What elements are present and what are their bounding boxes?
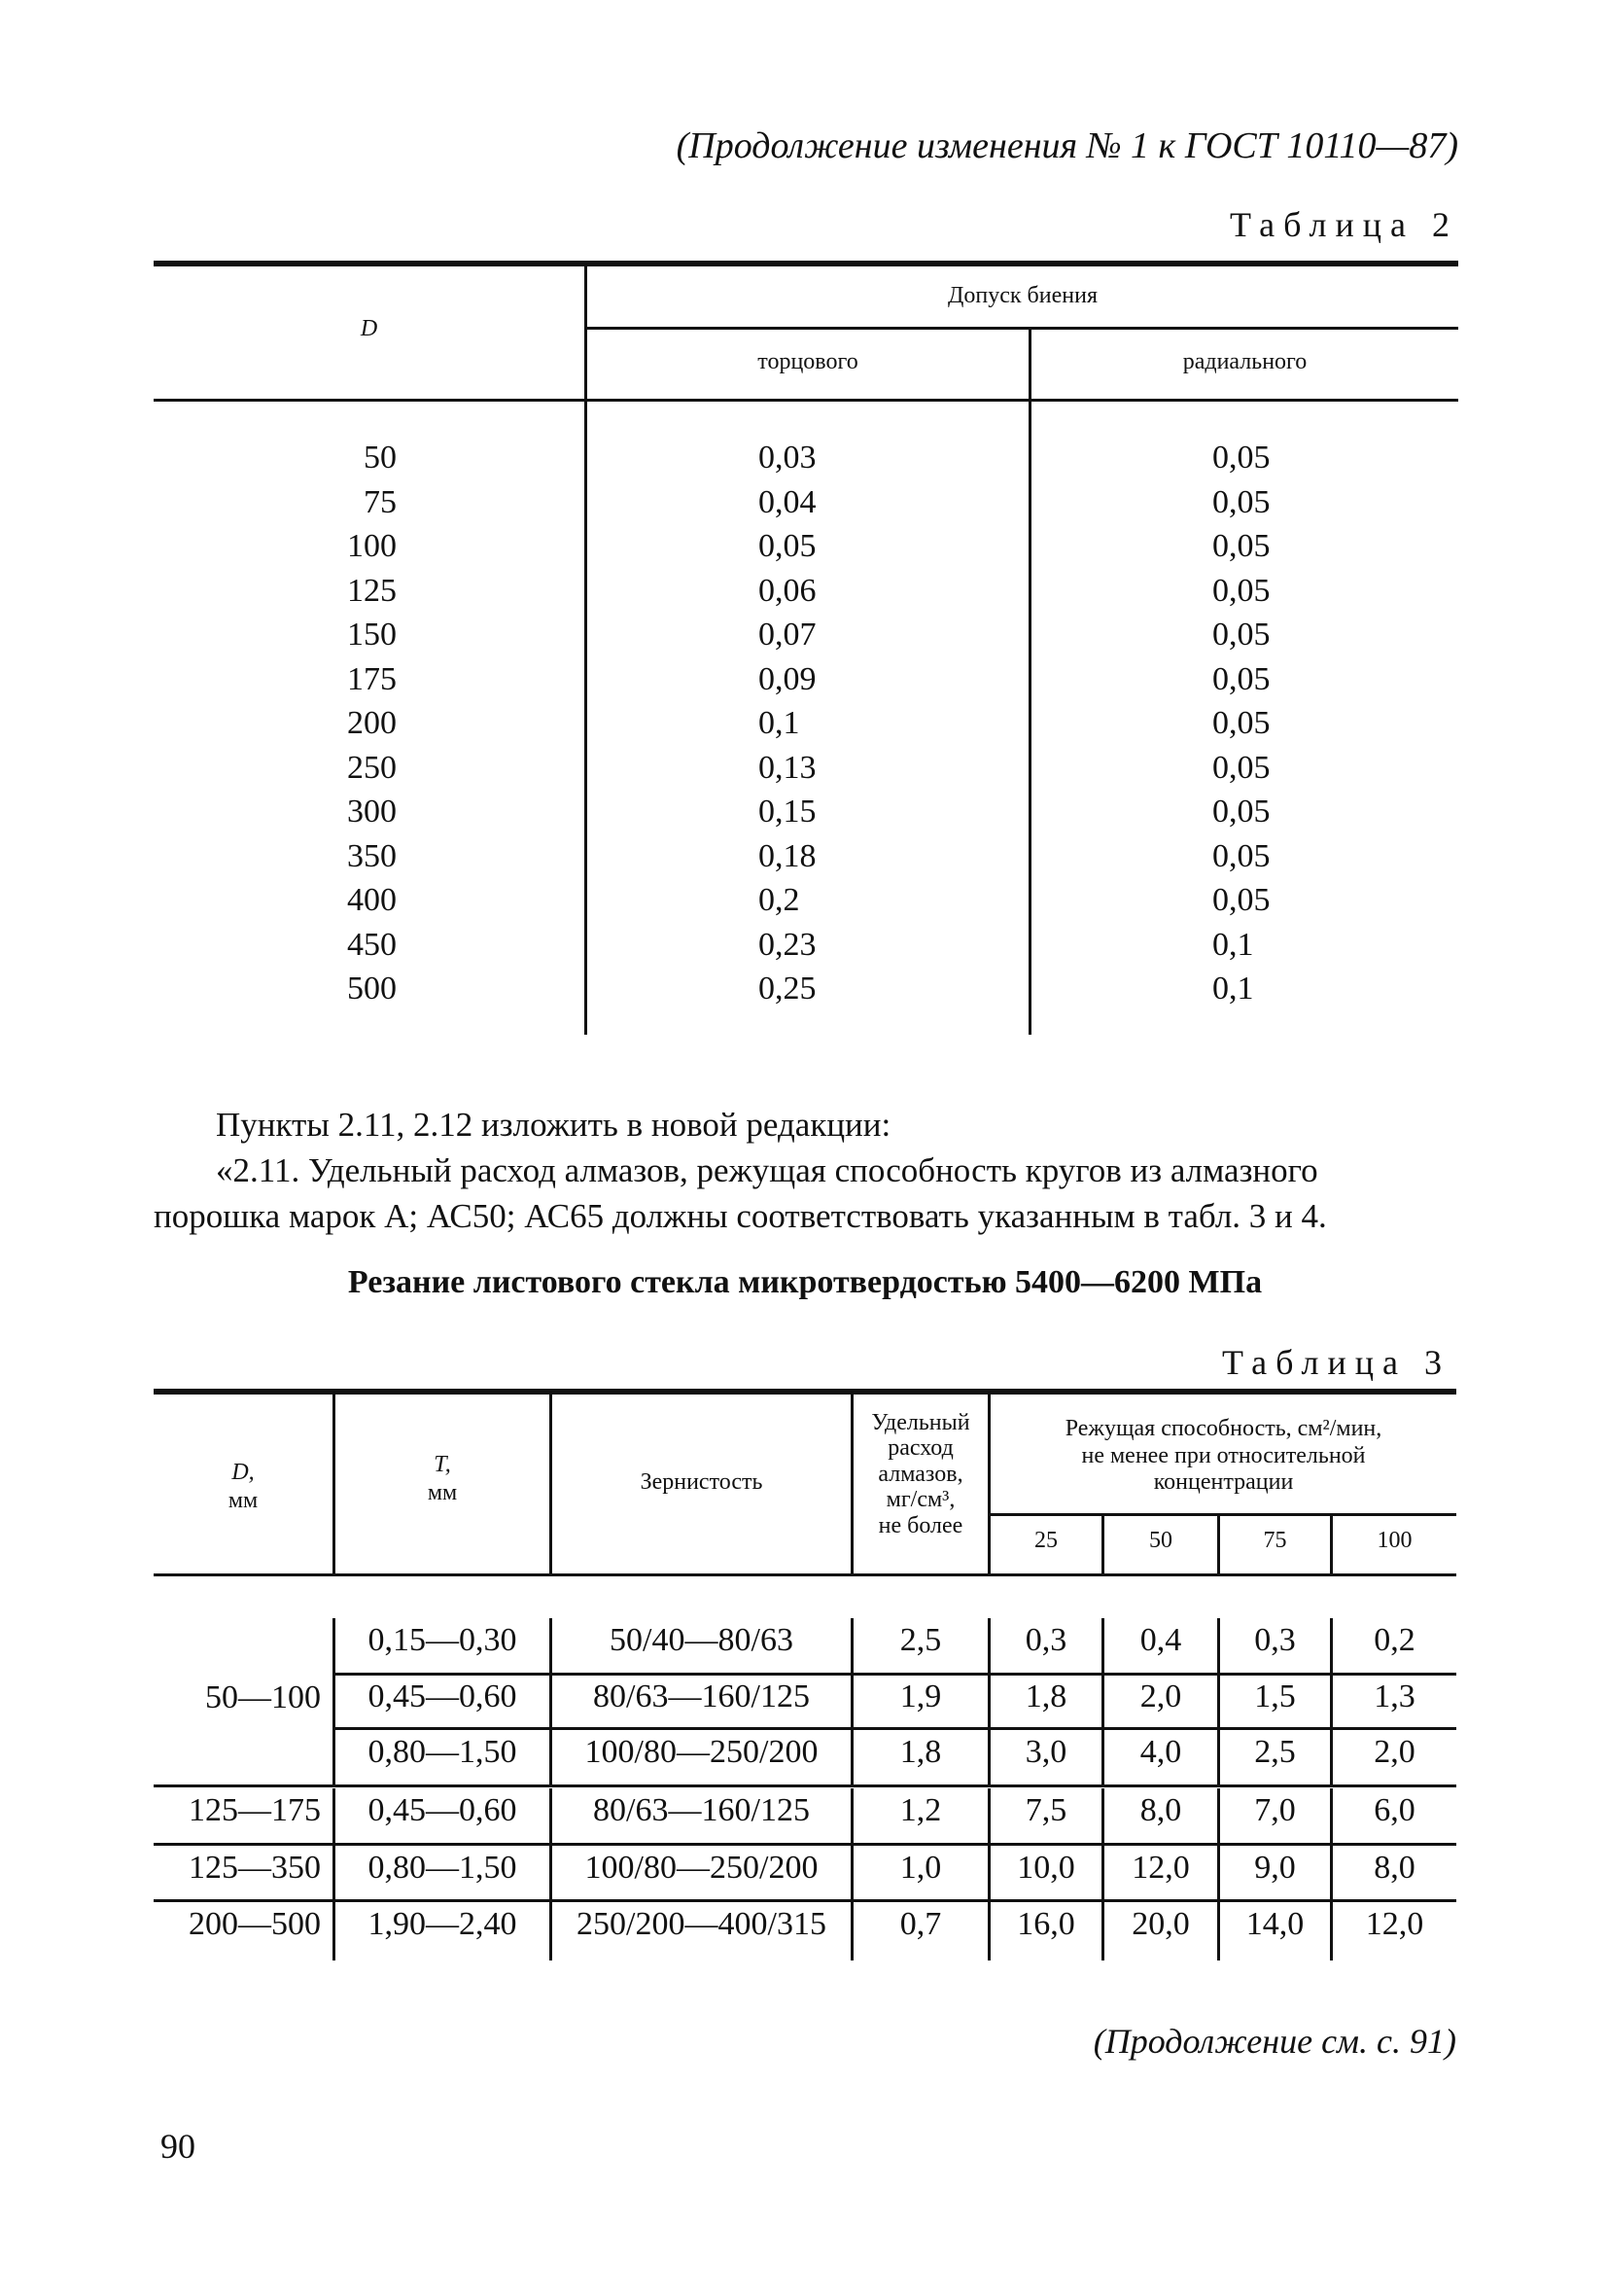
table3-cell-grain: 250/200—400/315	[576, 1906, 826, 1942]
table2-cell-d: 75	[364, 484, 397, 520]
page-number: 90	[160, 2127, 195, 2166]
table3-cell-grain: 80/63—160/125	[593, 1792, 810, 1828]
table2-cell-radial: 0,1	[1212, 927, 1254, 963]
table3-col-consumption-l3: алмазов,	[878, 1461, 963, 1487]
table2-cell-radial: 0,1	[1212, 971, 1254, 1007]
table2-top-rule	[154, 261, 1458, 266]
table2-col-face: торцового	[757, 349, 858, 374]
table3-cell-c25: 3,0	[1025, 1734, 1067, 1770]
table3-cell-c25: 0,3	[1025, 1622, 1067, 1658]
table3-conc-rule	[988, 1513, 1456, 1516]
table2-col-d: D	[360, 316, 378, 341]
table3-cell-d: 200—500	[189, 1906, 321, 1942]
table3-cell-c75: 1,5	[1254, 1678, 1296, 1714]
table3-cell-c75: 14,0	[1245, 1906, 1305, 1942]
table3-cell-t: 1,90—2,40	[367, 1906, 517, 1942]
table3-conc-75: 75	[1263, 1528, 1287, 1553]
table3-cell-c50: 4,0	[1139, 1734, 1182, 1770]
table2-cell-d: 350	[347, 838, 397, 874]
table2-cell-radial: 0,05	[1212, 440, 1271, 476]
table3-cell-cons: 2,5	[899, 1622, 942, 1658]
table3-conc-100: 100	[1377, 1528, 1413, 1553]
paragraph-intro: Пункты 2.11, 2.12 изложить в новой редакции:	[216, 1106, 891, 1144]
table2-cell-face: 0,07	[758, 617, 817, 653]
table3-col-t-unit: мм	[427, 1479, 458, 1505]
table3-cell-c25: 7,5	[1025, 1792, 1067, 1828]
table3-cell-cons: 1,0	[899, 1850, 942, 1886]
table3-col-consumption-l1: Удельный	[871, 1410, 970, 1435]
table2-cell-face: 0,18	[758, 838, 817, 874]
table3-cell-grain: 80/63—160/125	[593, 1678, 810, 1714]
table2-cell-radial: 0,05	[1212, 484, 1271, 520]
table2-cell-d: 200	[347, 705, 397, 741]
table2-cell-face: 0,03	[758, 440, 817, 476]
table3-col-d-symbol: D,	[231, 1460, 255, 1485]
table2-cell-radial: 0,05	[1212, 528, 1271, 564]
table3-cell-c100: 6,0	[1374, 1792, 1415, 1828]
table3-col-cutting-l2: не менее при относительной	[1081, 1442, 1366, 1468]
table3-col-t-symbol: T,	[434, 1452, 451, 1477]
table3-cell-c100: 1,3	[1374, 1678, 1415, 1714]
table2-cell-d: 50	[364, 440, 397, 476]
table2-cell-face: 0,1	[758, 705, 800, 741]
table3-cell-c50: 0,4	[1139, 1622, 1182, 1658]
table3-cell-cons: 1,9	[899, 1678, 942, 1714]
table2-cell-face: 0,09	[758, 661, 817, 697]
table3-cell-c25: 10,0	[1017, 1850, 1075, 1886]
table2-cell-face: 0,13	[758, 750, 817, 786]
table3-label: Таблица 3	[1222, 1343, 1450, 1382]
table2-cell-radial: 0,05	[1212, 794, 1271, 830]
paragraph-clause-line2: порошка марок А; АС50; АС65 должны соответствовать указанным в табл. 3 и 4.	[154, 1197, 1327, 1235]
table3-cell-c100: 8,0	[1374, 1850, 1415, 1886]
table2-cell-d: 125	[347, 573, 397, 609]
table3-cell-t: 0,15—0,30	[367, 1622, 517, 1658]
table3-cell-c75: 2,5	[1254, 1734, 1296, 1770]
table2-cell-d: 150	[347, 617, 397, 653]
table3-cell-c100: 2,0	[1374, 1734, 1415, 1770]
table2-cell-face: 0,04	[758, 484, 817, 520]
table3-cell-cons: 1,8	[899, 1734, 942, 1770]
table3-cell-t: 0,80—1,50	[367, 1734, 517, 1770]
table3-conc-50: 50	[1149, 1528, 1172, 1553]
table2-cell-face: 0,05	[758, 528, 817, 564]
table3-header-rule	[154, 1573, 1456, 1576]
table2-cell-face: 0,25	[758, 971, 817, 1007]
table3-group-d-50-100: 50—100	[205, 1679, 321, 1715]
table3-row-rule	[332, 1673, 1456, 1676]
table2-cell-face: 0,23	[758, 927, 817, 963]
table2-cell-d: 500	[347, 971, 397, 1007]
table3-top-rule	[154, 1389, 1456, 1395]
table3-cell-c100: 0,2	[1374, 1622, 1415, 1658]
table3-cell-c75: 7,0	[1254, 1792, 1296, 1828]
table3-col-cutting-l1: Режущая способность, см²/мин,	[1065, 1416, 1382, 1441]
table3-col-grain: Зернистость	[640, 1469, 763, 1495]
table2-cell-radial: 0,05	[1212, 882, 1271, 918]
table3-cell-d: 125—350	[189, 1850, 321, 1886]
table2-cell-d: 300	[347, 794, 397, 830]
table2-cell-d: 250	[347, 750, 397, 786]
table3-col-cutting	[991, 1416, 1456, 1497]
table3-cell-cons: 0,7	[899, 1906, 942, 1942]
table2-col-radial: радиального	[1182, 349, 1308, 374]
table3-cell-t: 0,45—0,60	[367, 1792, 517, 1828]
table3-cell-c50: 20,0	[1132, 1906, 1190, 1942]
table3-cell-d: 125—175	[189, 1792, 321, 1828]
table3-cell-cons: 1,2	[899, 1792, 942, 1828]
footer-continuation-note: (Продолжение см. с. 91)	[1093, 2022, 1456, 2061]
table2-group-rule	[586, 327, 1458, 330]
table2-cell-radial: 0,05	[1212, 573, 1271, 609]
table3-cell-c50: 8,0	[1139, 1792, 1182, 1828]
table2-cell-radial: 0,05	[1212, 661, 1271, 697]
table3-cell-grain: 50/40—80/63	[610, 1622, 793, 1658]
table3-cell-c25: 1,8	[1025, 1678, 1067, 1714]
table2-cell-face: 0,06	[758, 573, 817, 609]
table3-col-consumption	[854, 1410, 988, 1538]
table3-conc-25: 25	[1034, 1528, 1058, 1553]
paragraph-clause-line1: «2.11. Удельный расход алмазов, режущая способность кругов из алмазного	[216, 1151, 1318, 1189]
header-continuation-note: (Продолжение изменения № 1 к ГОСТ 10110—87)	[676, 125, 1458, 166]
table3-cell-c75: 9,0	[1254, 1850, 1296, 1886]
table2-header-rule	[154, 399, 1458, 402]
table3-col-consumption-l4: мг/см³,	[886, 1487, 956, 1513]
table3-cell-c25: 16,0	[1017, 1906, 1075, 1942]
table2-cell-face: 0,2	[758, 882, 800, 918]
table3-cell-c50: 12,0	[1132, 1850, 1190, 1886]
table2-group-header: Допуск биения	[948, 283, 1098, 308]
table3-cell-t: 0,45—0,60	[367, 1678, 517, 1714]
table2-cell-radial: 0,05	[1212, 705, 1271, 741]
table3-row-rule	[154, 1843, 1456, 1846]
table3-col-consumption-l2: расход	[888, 1435, 954, 1462]
table2-cell-d: 175	[347, 661, 397, 697]
table2-cell-radial: 0,05	[1212, 750, 1271, 786]
table3-cell-c100: 12,0	[1365, 1906, 1424, 1942]
table3-row-rule	[332, 1727, 1456, 1730]
table2-cell-d: 100	[347, 528, 397, 564]
table2-cell-d: 400	[347, 882, 397, 918]
table3-col-cutting-l3: концентрации	[1153, 1469, 1294, 1496]
table2-cell-radial: 0,05	[1212, 617, 1271, 653]
table3-row-rule	[154, 1899, 1456, 1902]
table2-label: Таблица 2	[1230, 205, 1458, 244]
table3-col-d	[154, 1459, 332, 1515]
table3-cell-c75: 0,3	[1254, 1622, 1296, 1658]
table3-row-rule	[154, 1784, 1456, 1787]
table3-col-d-unit: мм	[227, 1487, 259, 1513]
table3-title: Резание листового стекла микротвердостью 5400—6200 МПа	[347, 1264, 1263, 1300]
table2-cell-d: 450	[347, 927, 397, 963]
table2-divider-2	[1029, 330, 1031, 1035]
table2-cell-face: 0,15	[758, 794, 817, 830]
table3-cell-c50: 2,0	[1139, 1678, 1182, 1714]
table3-col-consumption-l5: не более	[878, 1512, 963, 1538]
table2-divider-1	[584, 266, 587, 1035]
table2-cell-radial: 0,05	[1212, 838, 1271, 874]
table3-cell-t: 0,80—1,50	[367, 1850, 517, 1886]
table3-cell-grain: 100/80—250/200	[584, 1850, 819, 1886]
table3-cell-grain: 100/80—250/200	[584, 1734, 819, 1770]
table3-col-t	[335, 1451, 549, 1507]
